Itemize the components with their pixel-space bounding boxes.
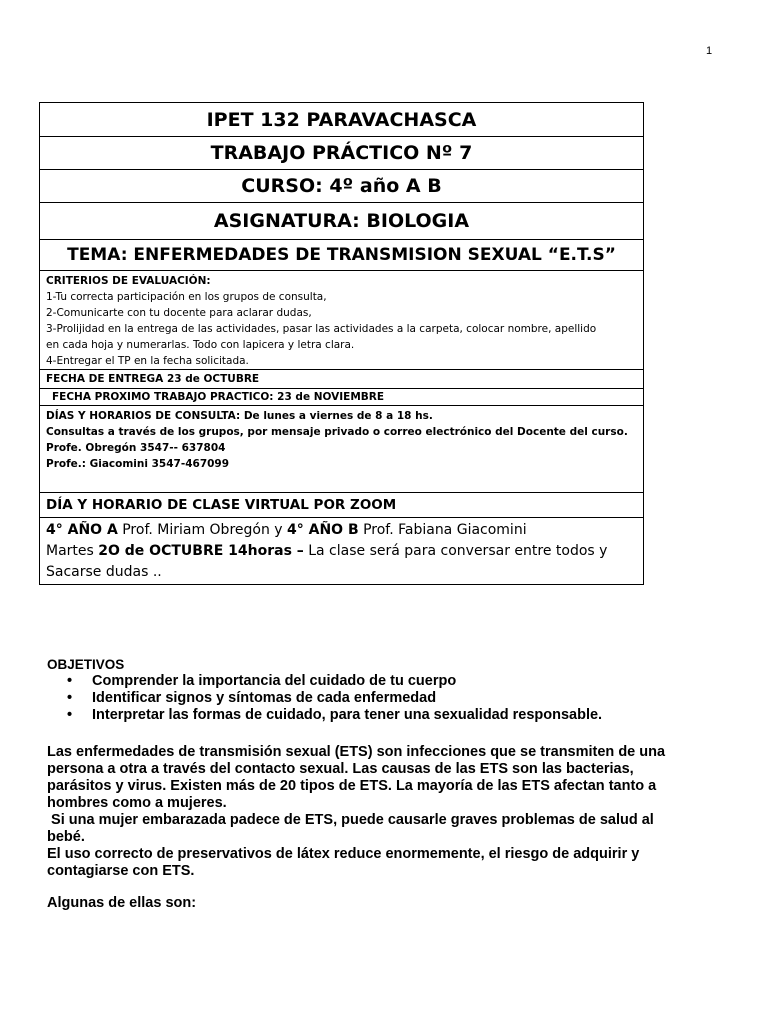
- paragraph-line: Las enfermedades de transmisión sexual (ETS) son infecciones que se transmiten de una: [47, 744, 666, 760]
- zoom-day: Martes: [46, 543, 99, 559]
- zoom-date: 2O de OCTUBRE 14horas –: [98, 543, 304, 559]
- objective-item: [67, 707, 727, 724]
- due-date: FECHA DE ENTREGA 23 de OCTUBRE: [40, 370, 644, 389]
- assignment-title: TRABAJO PRÁCTICO Nº 7: [40, 137, 644, 170]
- paragraph-line: hombres como a mujeres.: [47, 795, 227, 811]
- criteria-line: 3-Prolijidad en la entrega de las actividades, pasar las actividades a la carpeta, colocar nombre, apellido: [46, 323, 597, 335]
- objective-text: Interpretar las formas de cuidado, para tener una sexualidad responsable.: [92, 707, 603, 723]
- consultation-hours: De lunes a viernes de 8 a 18 hs.: [240, 410, 433, 422]
- topic-label: TEMA: ENFERMEDADES DE TRANSMISION SEXUAL “E.T.S”: [40, 240, 644, 271]
- criteria-line: 2-Comunicarte con tu docente para aclarar dudas,: [46, 307, 312, 319]
- paragraph-line: persona a otra a través del contacto sexual. Las causas de las ETS son las bacterias,: [47, 761, 634, 777]
- zoom-cell: [40, 518, 644, 585]
- next-assignment-label: FECHA PROXIMO TRABAJO PRACTICO:: [52, 391, 274, 403]
- paragraph-line: El uso correcto de preservativos de látex reduce enormemente, el riesgo de adquirir y: [47, 846, 640, 862]
- bullet-icon: •: [67, 707, 73, 723]
- objectives-title: OBJETIVOS: [47, 657, 125, 672]
- intro-paragraph: [47, 744, 727, 880]
- subject-label: ASIGNATURA: BIOLOGIA: [40, 203, 644, 240]
- header-table: [39, 102, 644, 585]
- school-name: IPET 132 PARAVACHASCA: [40, 103, 644, 137]
- zoom-class-b: 4° AÑO B: [287, 522, 359, 538]
- criteria-line: 1-Tu correcta participación en los grupos de consulta,: [46, 291, 327, 303]
- zoom-description: La clase será para conversar entre todos y: [303, 543, 608, 559]
- objective-item: [67, 690, 727, 707]
- criteria-line: en cada hoja y numerarlas. Todo con lapicera y letra clara.: [46, 339, 355, 351]
- objective-text: Identificar signos y síntomas de cada enfermedad: [92, 690, 437, 706]
- consultation-cell: [40, 406, 644, 493]
- zoom-teacher-a: Prof. Miriam Obregón y: [117, 522, 288, 538]
- paragraph-line: contagiarse con ETS.: [47, 863, 195, 879]
- paragraph-line: Si una mujer embarazada padece de ETS, puede causarle graves problemas de salud al: [47, 812, 654, 828]
- zoom-description-end: Sacarse dudas ..: [46, 564, 162, 580]
- objectives-section: [47, 656, 727, 724]
- page-number: 1: [706, 45, 713, 57]
- teacher-contact: Profe. Obregón 3547-- 637804: [46, 442, 226, 454]
- list-intro: Algunas de ellas son:: [47, 895, 197, 911]
- zoom-teacher-b: Prof. Fabiana Giacomini: [358, 522, 527, 538]
- bullet-icon: •: [67, 673, 73, 689]
- objectives-list: [47, 673, 727, 724]
- criteria-title: CRITERIOS DE EVALUACIÓN:: [46, 275, 211, 287]
- criteria-cell: [40, 271, 644, 370]
- course-label: CURSO: 4º año A B: [40, 170, 644, 203]
- consultation-label: DÍAS Y HORARIOS DE CONSULTA:: [46, 410, 241, 422]
- zoom-title: DÍA Y HORARIO DE CLASE VIRTUAL POR ZOOM: [40, 493, 644, 518]
- objective-text: Comprender la importancia del cuidado de tu cuerpo: [92, 673, 457, 689]
- criteria-line: 4-Entregar el TP en la fecha solicitada.: [46, 355, 249, 367]
- paragraph-line: parásitos y virus. Existen más de 20 tipos de ETS. La mayoría de las ETS afectan tanto a: [47, 778, 657, 794]
- next-assignment-value: 23 de NOVIEMBRE: [273, 391, 385, 403]
- paragraph-line: bebé.: [47, 829, 85, 845]
- objective-item: [67, 673, 727, 690]
- next-assignment-date: [40, 389, 644, 406]
- teacher-contact: Profe.: Giacomini 3547-467099: [46, 458, 230, 470]
- bullet-icon: •: [67, 690, 73, 706]
- consultation-channels: Consultas a través de los grupos, por mensaje privado o correo electrónico del Docente del curso.: [46, 426, 628, 438]
- zoom-class-a: 4° AÑO A: [46, 522, 118, 538]
